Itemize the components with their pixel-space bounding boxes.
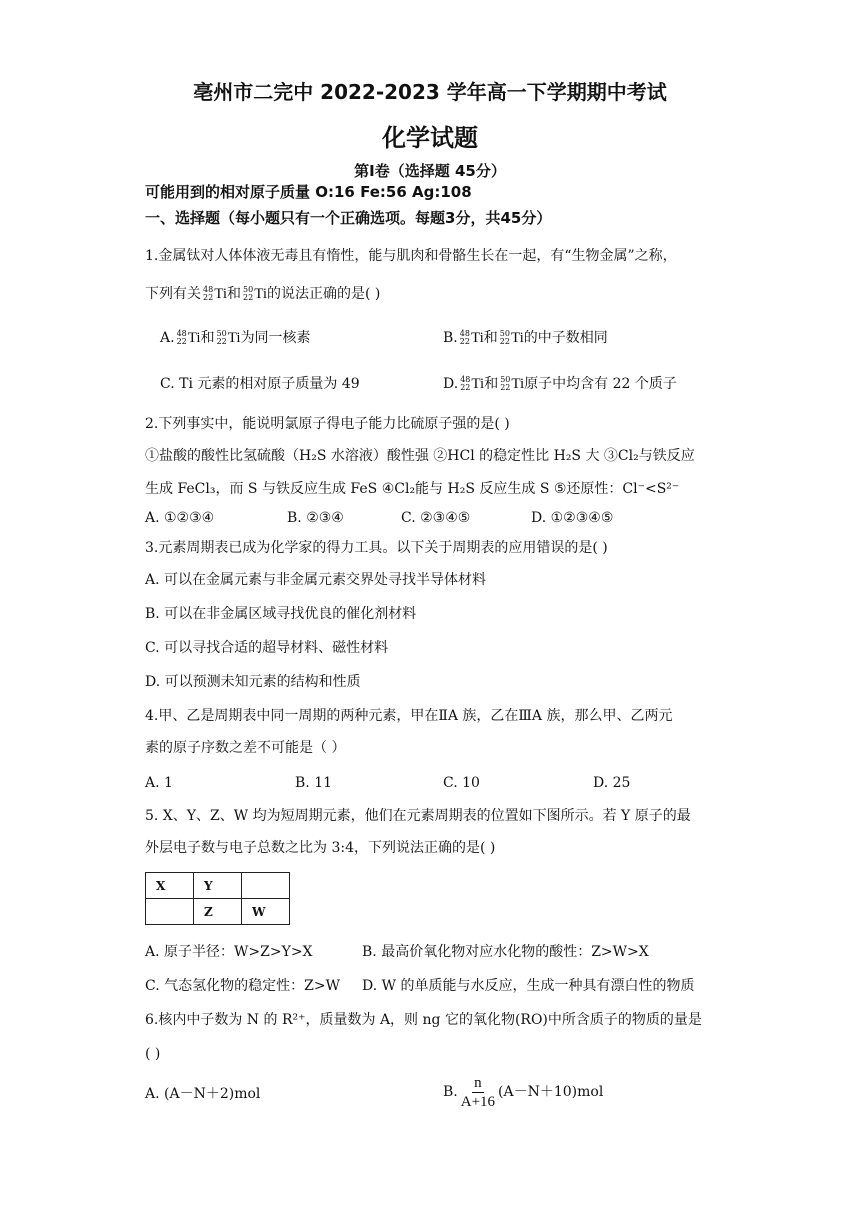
q3-option-c: C. 可以寻找合适的超导材料、磁性材料: [145, 640, 389, 656]
q3-stem: 3.元素周期表已成为化学家的得力工具。以下关于周期表的应用错误的是( ): [145, 540, 608, 556]
q3-option-a: A. 可以在金属元素与非金属元素交界处寻找半导体材料: [145, 572, 487, 588]
q4-stem-line1: 4.甲、乙是周期表中同一周期的两种元素，甲在ⅡA 族，乙在ⅢA 族，那么甲、乙两元: [145, 708, 673, 724]
q2-option-a: A. ①②③④: [145, 510, 215, 526]
q4-option-a: A. 1: [145, 775, 173, 791]
q5-option-d: D. W 的单质能与水反应，生成一种具有漂白性的物质: [362, 978, 695, 994]
q5-option-a: A. 原子半径：W>Z>Y>X: [145, 944, 313, 960]
section-heading: 一、选择题（每小题只有一个正确选项。每题3分，共45分）: [145, 209, 552, 227]
q4-option-d: D. 25: [593, 775, 631, 791]
table-cell: [242, 873, 290, 899]
q1-stem-line1: 1.金属钛对人体体液无毒且有惰性，能与肌肉和骨骼生长在一起，有“生物金属”之称，: [145, 248, 677, 264]
q2-option-d: D. ①②③④⑤: [531, 510, 614, 526]
table-cell: [146, 899, 194, 925]
q2-option-b: B. ②③④: [287, 510, 344, 526]
periodic-position-table: [145, 872, 290, 925]
q1-option-d: D. 48 22 Ti和 50 22 Ti原子中均含有 22 个质子: [443, 375, 677, 392]
q2-option-c: C. ②③④⑤: [401, 510, 471, 526]
subject-title: 化学试题: [382, 124, 478, 152]
q1-stem-line2: 下列有关 48 22 Ti和 50 22 Ti的说法正确的是( ): [145, 285, 381, 302]
q4-option-b: B. 11: [295, 775, 333, 791]
q6-option-a: A. (A－N＋2)mol: [145, 1086, 261, 1102]
part-title: 第Ⅰ卷（选择题 45分）: [354, 162, 506, 180]
table-cell: Z: [194, 899, 242, 925]
q4-stem-line2: 素的原子序数之差不可能是（ ）: [145, 740, 346, 756]
q5-stem-line1: 5. X、Y、Z、W 均为短周期元素，他们在元素周期表的位置如下图所示。若 Y 原子的最: [145, 808, 691, 824]
q1-option-a: A. 48 22 Ti和 50 22 Ti为同一核素: [160, 329, 311, 346]
table-cell: Y: [194, 873, 242, 899]
q2-stem: 2.下列事实中，能说明氯原子得电子能力比硫原子强的是( ): [145, 416, 510, 432]
q3-option-b: B. 可以在非金属区域寻找优良的催化剂材料: [145, 606, 417, 622]
q2-facts-line2: 生成 FeCl₃，而 S 与铁反应生成 FeS ④Cl₂能与 H₂S 反应生成 S ⑤还原性：Cl⁻<S²⁻: [145, 481, 680, 497]
q2-facts-line1: ①盐酸的酸性比氢硫酸（H₂S 水溶液）酸性强 ②HCl 的稳定性比 H₂S 大 ③Cl₂与铁反应: [145, 448, 695, 464]
table-row: [146, 899, 290, 925]
table-row: [146, 873, 290, 899]
q6-option-b: B. $\frac{n}{A+16}$ (A－N＋10)mol: [443, 1074, 604, 1110]
q6-stem-line1: 6.核内中子数为 N 的 R²⁺，质量数为 A，则 ng 它的氧化物(RO)中所含质子的物质的量是: [145, 1012, 702, 1028]
q3-option-d: D. 可以预测未知元素的结构和性质: [145, 674, 361, 690]
nuclide-ti50: 50 22 Ti: [243, 285, 267, 302]
fraction: $\frac{n}{A+16}$: [460, 1074, 496, 1110]
q5-stem-line2: 外层电子数与电子总数之比为 3:4，下列说法正确的是( ): [145, 840, 496, 856]
q6-stem-line2: ( ): [145, 1046, 161, 1062]
exam-title: 亳州市二完中 2022-2023 学年高一下学期期中考试: [193, 80, 667, 104]
q5-option-c: C. 气态氢化物的稳定性：Z>W: [145, 978, 340, 994]
q1-option-c: C. Ti 元素的相对原子质量为 49: [160, 376, 360, 392]
table-cell: W: [242, 899, 290, 925]
q5-option-b: B. 最高价氧化物对应水化物的酸性：Z>W>X: [362, 944, 649, 960]
atomic-masses-note: 可能用到的相对原子质量 O:16 Fe:56 Ag:108: [145, 183, 472, 201]
q4-option-c: C. 10: [443, 775, 480, 791]
nuclide-ti48: 48 22 Ti: [203, 285, 227, 302]
q1-option-b: B. 48 22 Ti和 50 22 Ti的中子数相同: [443, 329, 608, 346]
table-cell: X: [146, 873, 194, 899]
